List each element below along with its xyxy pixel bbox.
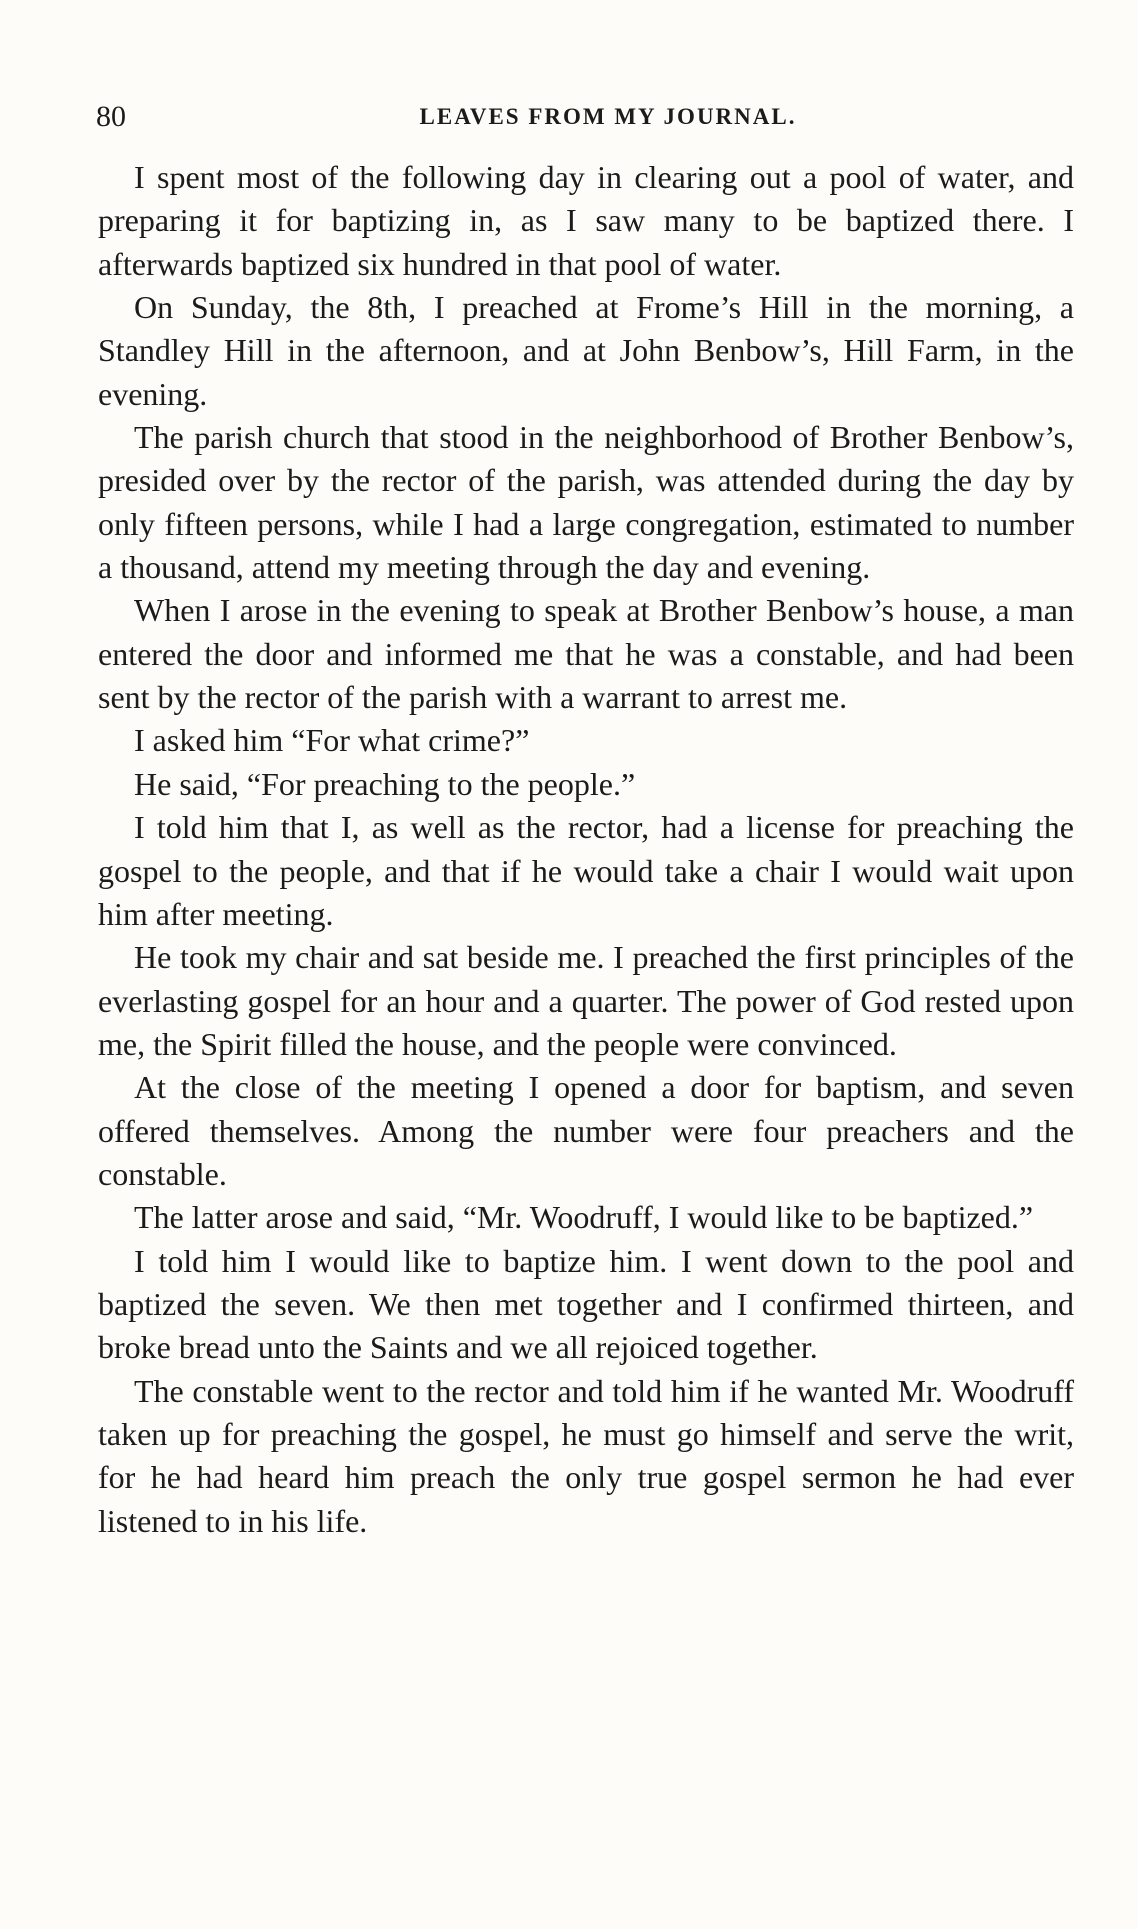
paragraph: He said, “For preaching to the people.” xyxy=(134,765,636,802)
paragraph: He took my chair and sat beside me. I preached the first principles of the everlasting gospel for an hour and a quarter. The power of God rested upon me, the Spirit filled the house, and the people were convinced. xyxy=(98,939,1074,1062)
running-title: LEAVES FROM MY JOURNAL. xyxy=(419,104,797,129)
paragraph: At the close of the meeting I opened a door for baptism, and seven offered themselves. Among the number were four preachers and the constable. xyxy=(98,1069,1074,1192)
running-head xyxy=(96,100,1080,144)
paragraph: When I arose in the evening to speak at Brother Benbow’s house, a man entered the door and informed me that he was a constable, and had been sent by the rector of the parish with a warrant to arrest me. xyxy=(98,592,1074,716)
paragraph: The constable went to the rector and told him if he wanted Mr. Woodruff taken up for preaching the gospel, he must go himself and serve the writ, for he had heard him preach the only true gospel sermon he had ever listened to in his life. xyxy=(98,1372,1074,1539)
paragraph: The parish church that stood in the neighborhood of Brother Benbow’s, presided over by the rector of the parish, was attended during the day by only fifteen persons, while I had a large congregation, estimated to number a thousand, attend my meeting through the day and evening. xyxy=(98,419,1074,586)
paragraph: I told him that I, as well as the rector, had a license for preaching the gospel to the people, and that if he would take a chair I would wait upon him after meeting. xyxy=(98,809,1074,932)
paragraph: I spent most of the following day in clearing out a pool of water, and preparing it for baptizing in, as I saw many to be baptized there. I afterwards baptized six hundred in that pool of water. xyxy=(98,159,1074,282)
paragraph: I told him I would like to baptize him. I went down to the pool and baptized the seven. We then met together and I confirmed thirteen, and broke bread unto the Saints and we all rejoiced together. xyxy=(98,1242,1074,1366)
paragraph: On Sunday, the 8th, I preached at Frome’s Hill in the morning, a Standley Hill in the afternoon, and at John Benbow’s, Hill Farm, in the evening. xyxy=(98,289,1074,412)
body-text xyxy=(98,156,1074,1543)
paragraph: I asked him “For what crime?” xyxy=(134,722,530,759)
paragraph: The latter arose and said, “Mr. Woodruff, I would like to be baptized.” xyxy=(134,1199,1034,1236)
page-number: 80 xyxy=(96,100,126,133)
